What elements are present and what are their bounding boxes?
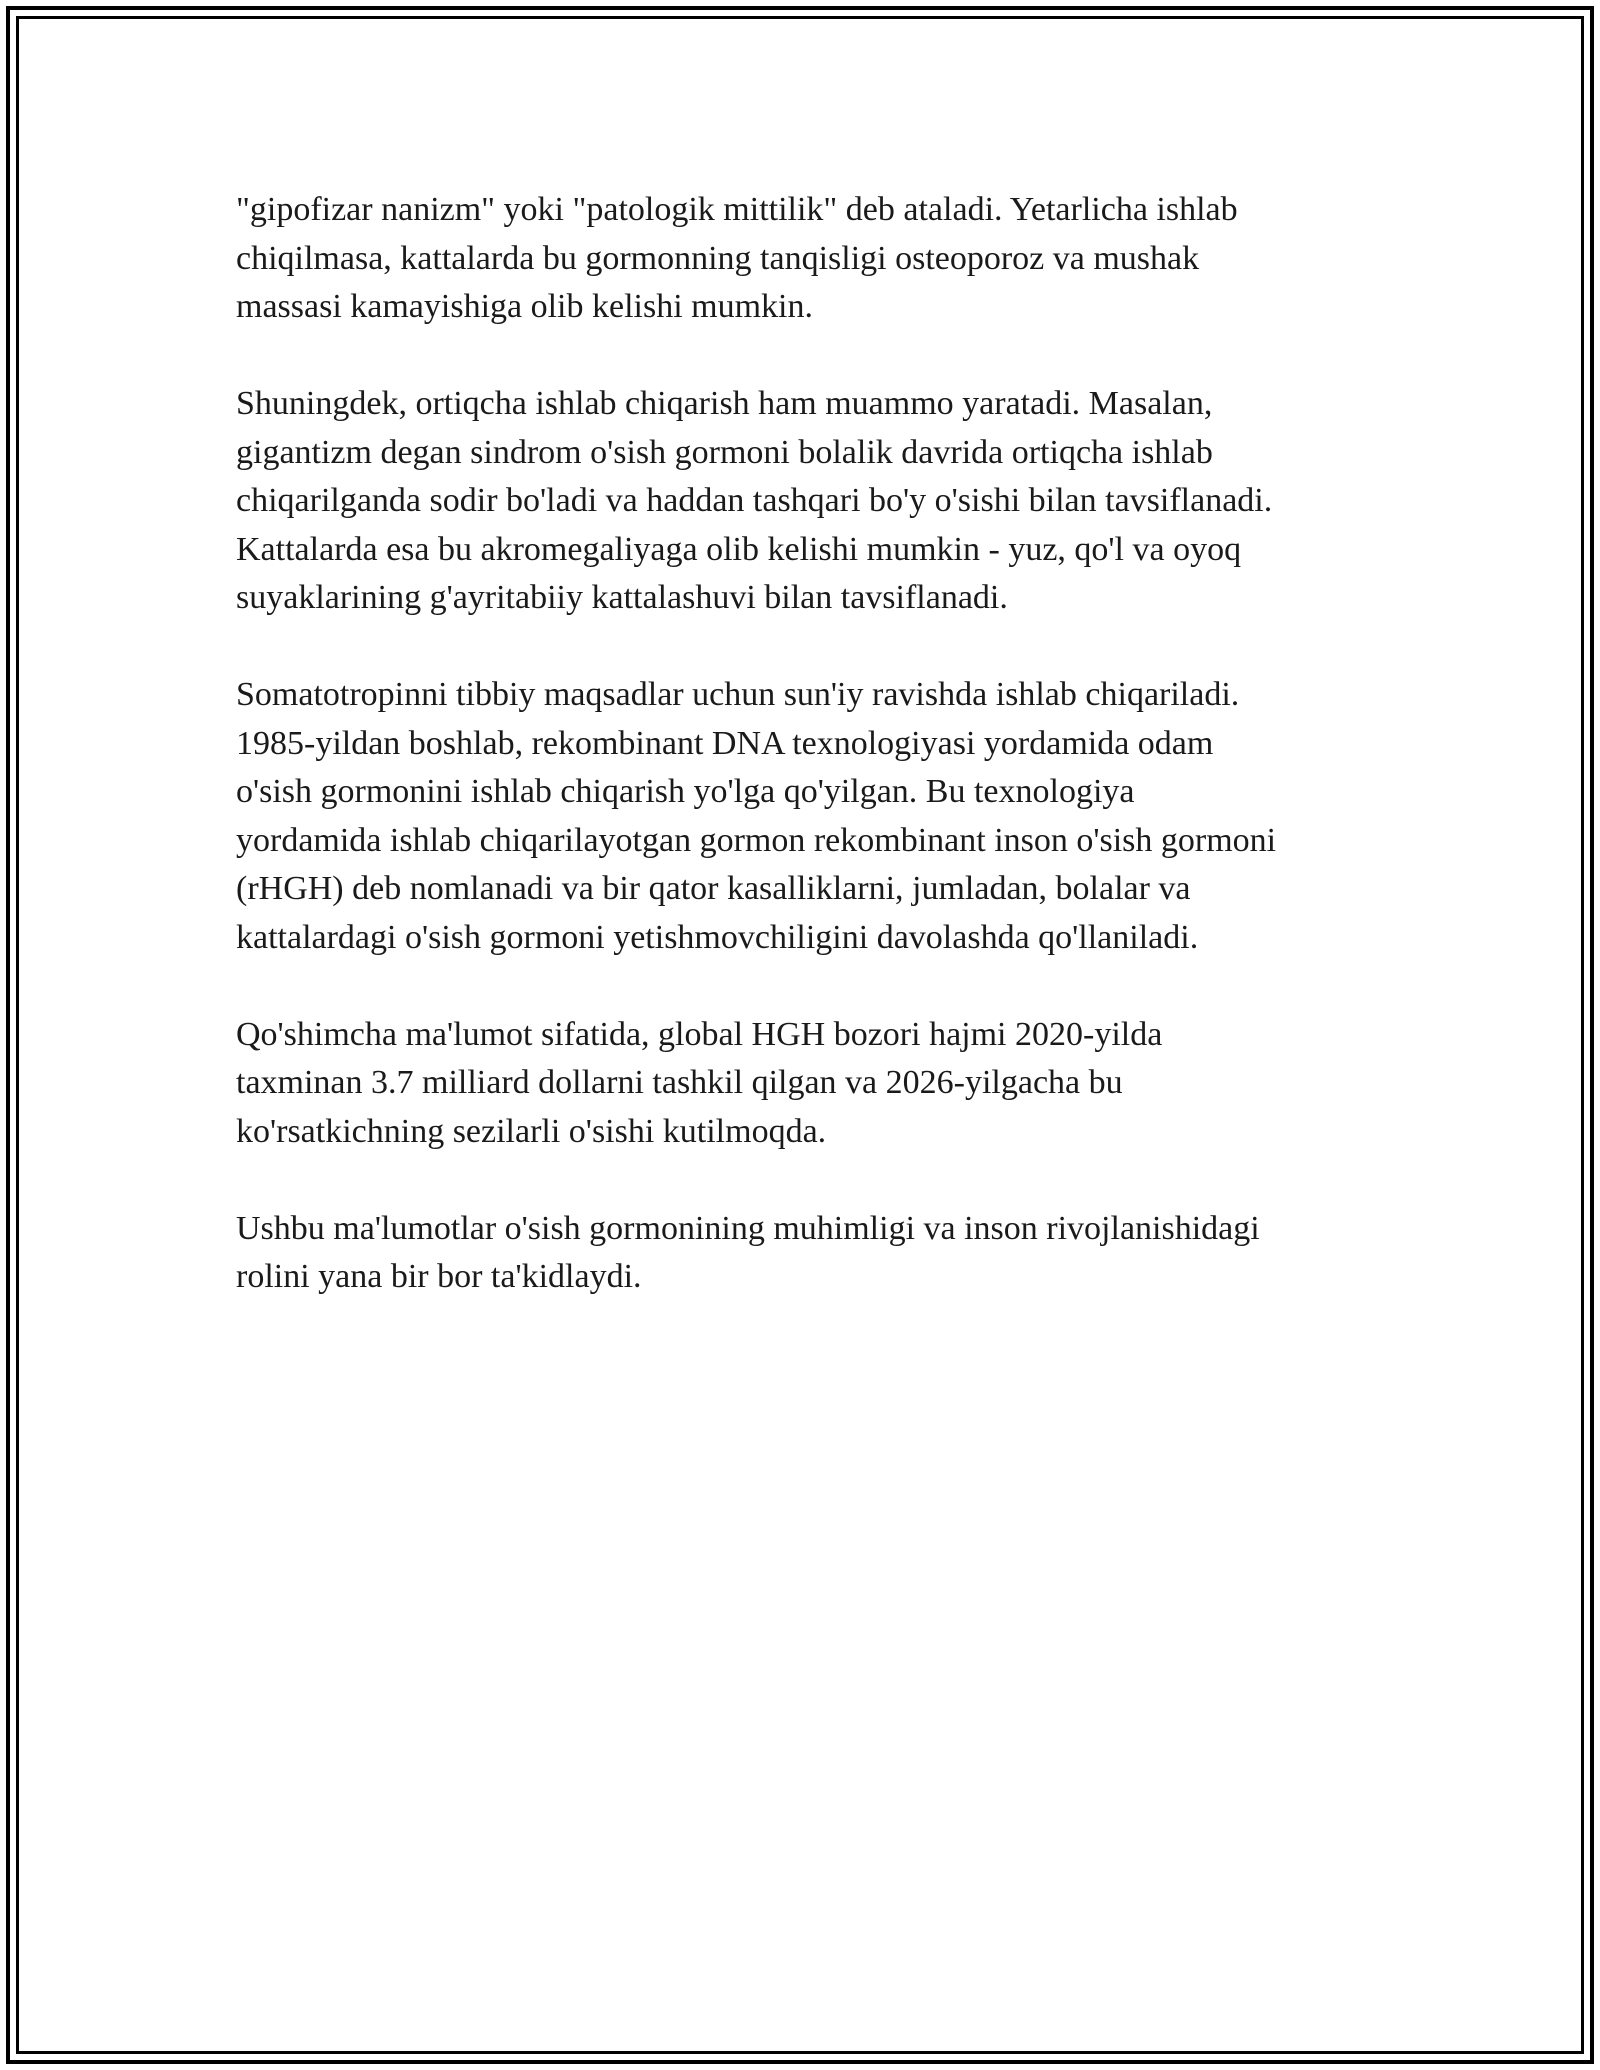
document-body [236,186,1376,1350]
paragraph-market-size: Qo'shimcha ma'lumot sifatida, global HGH bozori hajmi 2020-yilda taxminan 3.7 milliard dollarni tashkil qilgan va 2026-yilgacha bu ko'rsatkichning sezilarli o'sishi kutilmoqda. [236,1015,1163,1150]
paragraph-growth-deficiency: "gipofizar nanizm" yoki "patologik mittilik" deb ataladi. Yetarlicha ishlab chiqilmasa, kattalarda bu gormonning tanqisligi osteoporoz va mushak massasi kamayishiga olib kelishi mumkin. [236,191,1238,325]
paragraph-conclusion: Ushbu ma'lumotlar o'sish gormonining muhimligi va inson rivojlanishidagi rolini yana bir bor ta'kidlaydi. [236,1209,1260,1295]
paragraph-overproduction: Shuningdek, ortiqcha ishlab chiqarish ham muammo yaratadi. Masalan, gigantizm degan sindrom o'sish gormoni bolalik davrida ortiqcha ishlab chiqarilganda sodir bo'ladi va haddan tashqari bo'y o'sishi bilan tavsiflanadi. Kattalarda esa bu akromegaliyaga olib kelishi mumkin - yuz, qo'l va oyoq suyaklarining g'ayritabiiy kattalashuvi bilan tavsiflanadi. [236,385,1273,616]
paragraph-recombinant-production: Somatotropinni tibbiy maqsadlar uchun sun'iy ravishda ishlab chiqariladi. 1985-yildan boshlab, rekombinant DNA texnologiyasi yordamida odam o'sish gormonini ishlab chiqarish yo'lga qo'yilgan. Bu texnologiya yordamida ishlab chiqarilayotgan gormon rekombinant inson o'sish gormoni (rHGH) deb nomlanadi va bir qator kasalliklarni, jumladan, bolalar va kattalardagi o'sish gormoni yetishmovchiligini davolashda qo'llaniladi. [236,676,1277,956]
